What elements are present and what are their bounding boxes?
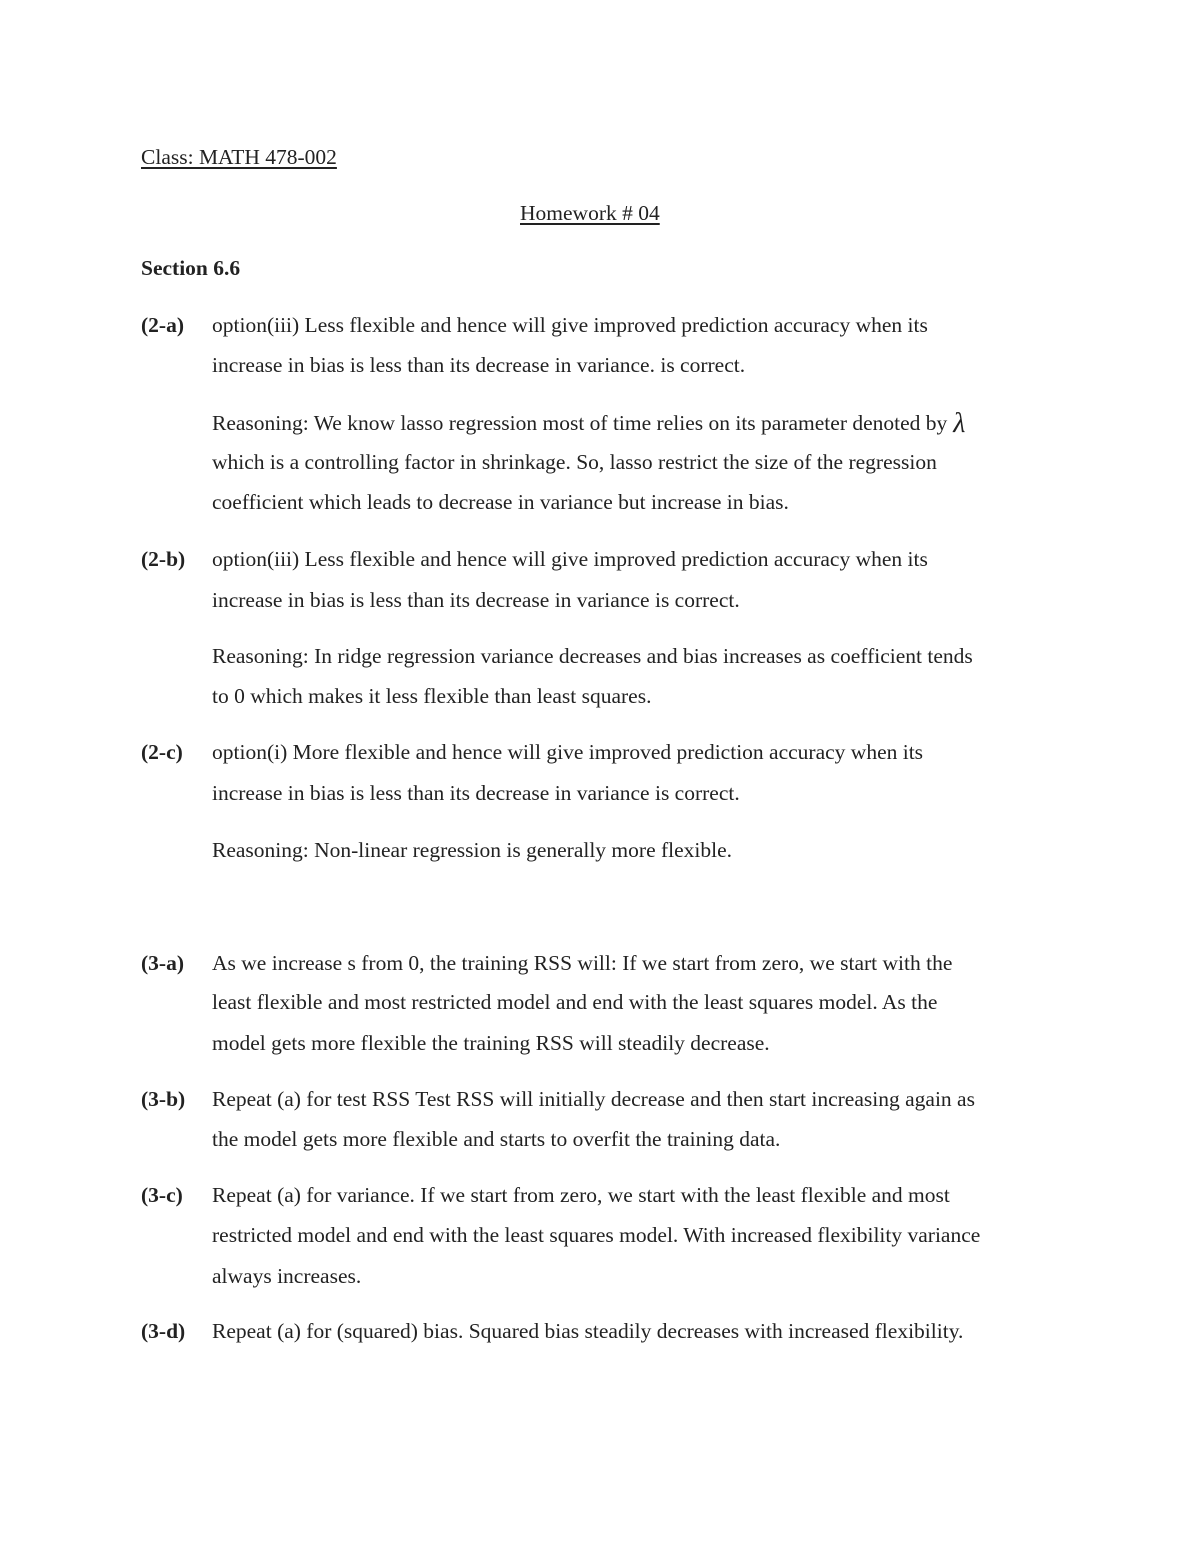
reasoning-line: Reasoning: In ridge regression variance decreases and bias increases as coefficient tends [212, 644, 973, 668]
answer-line: option(iii) Less flexible and hence will give improved prediction accuracy when its [212, 547, 928, 571]
answer-line: option(iii) Less flexible and hence will give improved prediction accuracy when its [212, 313, 928, 337]
section-heading: Section 6.6 [141, 256, 241, 280]
answer-label: (2-c) [141, 740, 183, 764]
answer-label: (3-c) [141, 1183, 183, 1207]
reasoning-line [212, 408, 966, 439]
answer-line: least flexible and most restricted model and end with the least squares model. As the [212, 990, 938, 1014]
reasoning-line: Reasoning: Non-linear regression is generally more flexible. [212, 838, 733, 862]
answer-line: model gets more flexible the training RSS will steadily decrease. [212, 1031, 770, 1055]
answer-label: (3-a) [141, 951, 184, 975]
answer-line: Repeat (a) for test RSS Test RSS will initially decrease and then start increasing again as [212, 1087, 975, 1111]
answer-line: option(i) More flexible and hence will give improved prediction accuracy when its [212, 740, 924, 764]
answer-line: always increases. [212, 1264, 362, 1288]
reasoning-text: Reasoning: We know lasso regression most of time relies on its parameter denoted by [212, 411, 948, 435]
answer-line: the model gets more flexible and starts to overfit the training data. [212, 1127, 781, 1151]
answer-label: (2-b) [141, 547, 186, 571]
reasoning-line: which is a controlling factor in shrinkage. So, lasso restrict the size of the regression [212, 450, 937, 474]
answer-line: Repeat (a) for variance. If we start from zero, we start with the least flexible and most [212, 1183, 950, 1207]
answer-line: increase in bias is less than its decrease in variance is correct. [212, 588, 740, 612]
answer-line: As we increase s from 0, the training RSS will: If we start from zero, we start with the [212, 951, 953, 975]
answer-label: (2-a) [141, 313, 184, 337]
answer-line: increase in bias is less than its decrease in variance is correct. [212, 781, 740, 805]
answer-label: (3-d) [141, 1319, 186, 1343]
answer-line: Repeat (a) for (squared) bias. Squared bias steadily decreases with increased flexibility. [212, 1319, 964, 1343]
page-title: Homework # 04 [520, 201, 660, 225]
reasoning-line: coefficient which leads to decrease in variance but increase in bias. [212, 490, 789, 514]
class-line: Class: MATH 478-002 [141, 145, 337, 169]
answer-label: (3-b) [141, 1087, 186, 1111]
reasoning-line: to 0 which makes it less flexible than least squares. [212, 684, 652, 708]
answer-line: increase in bias is less than its decrease in variance. is correct. [212, 353, 746, 377]
answer-line: restricted model and end with the least squares model. With increased flexibility variance [212, 1223, 981, 1247]
lambda-symbol: λ [953, 408, 966, 439]
